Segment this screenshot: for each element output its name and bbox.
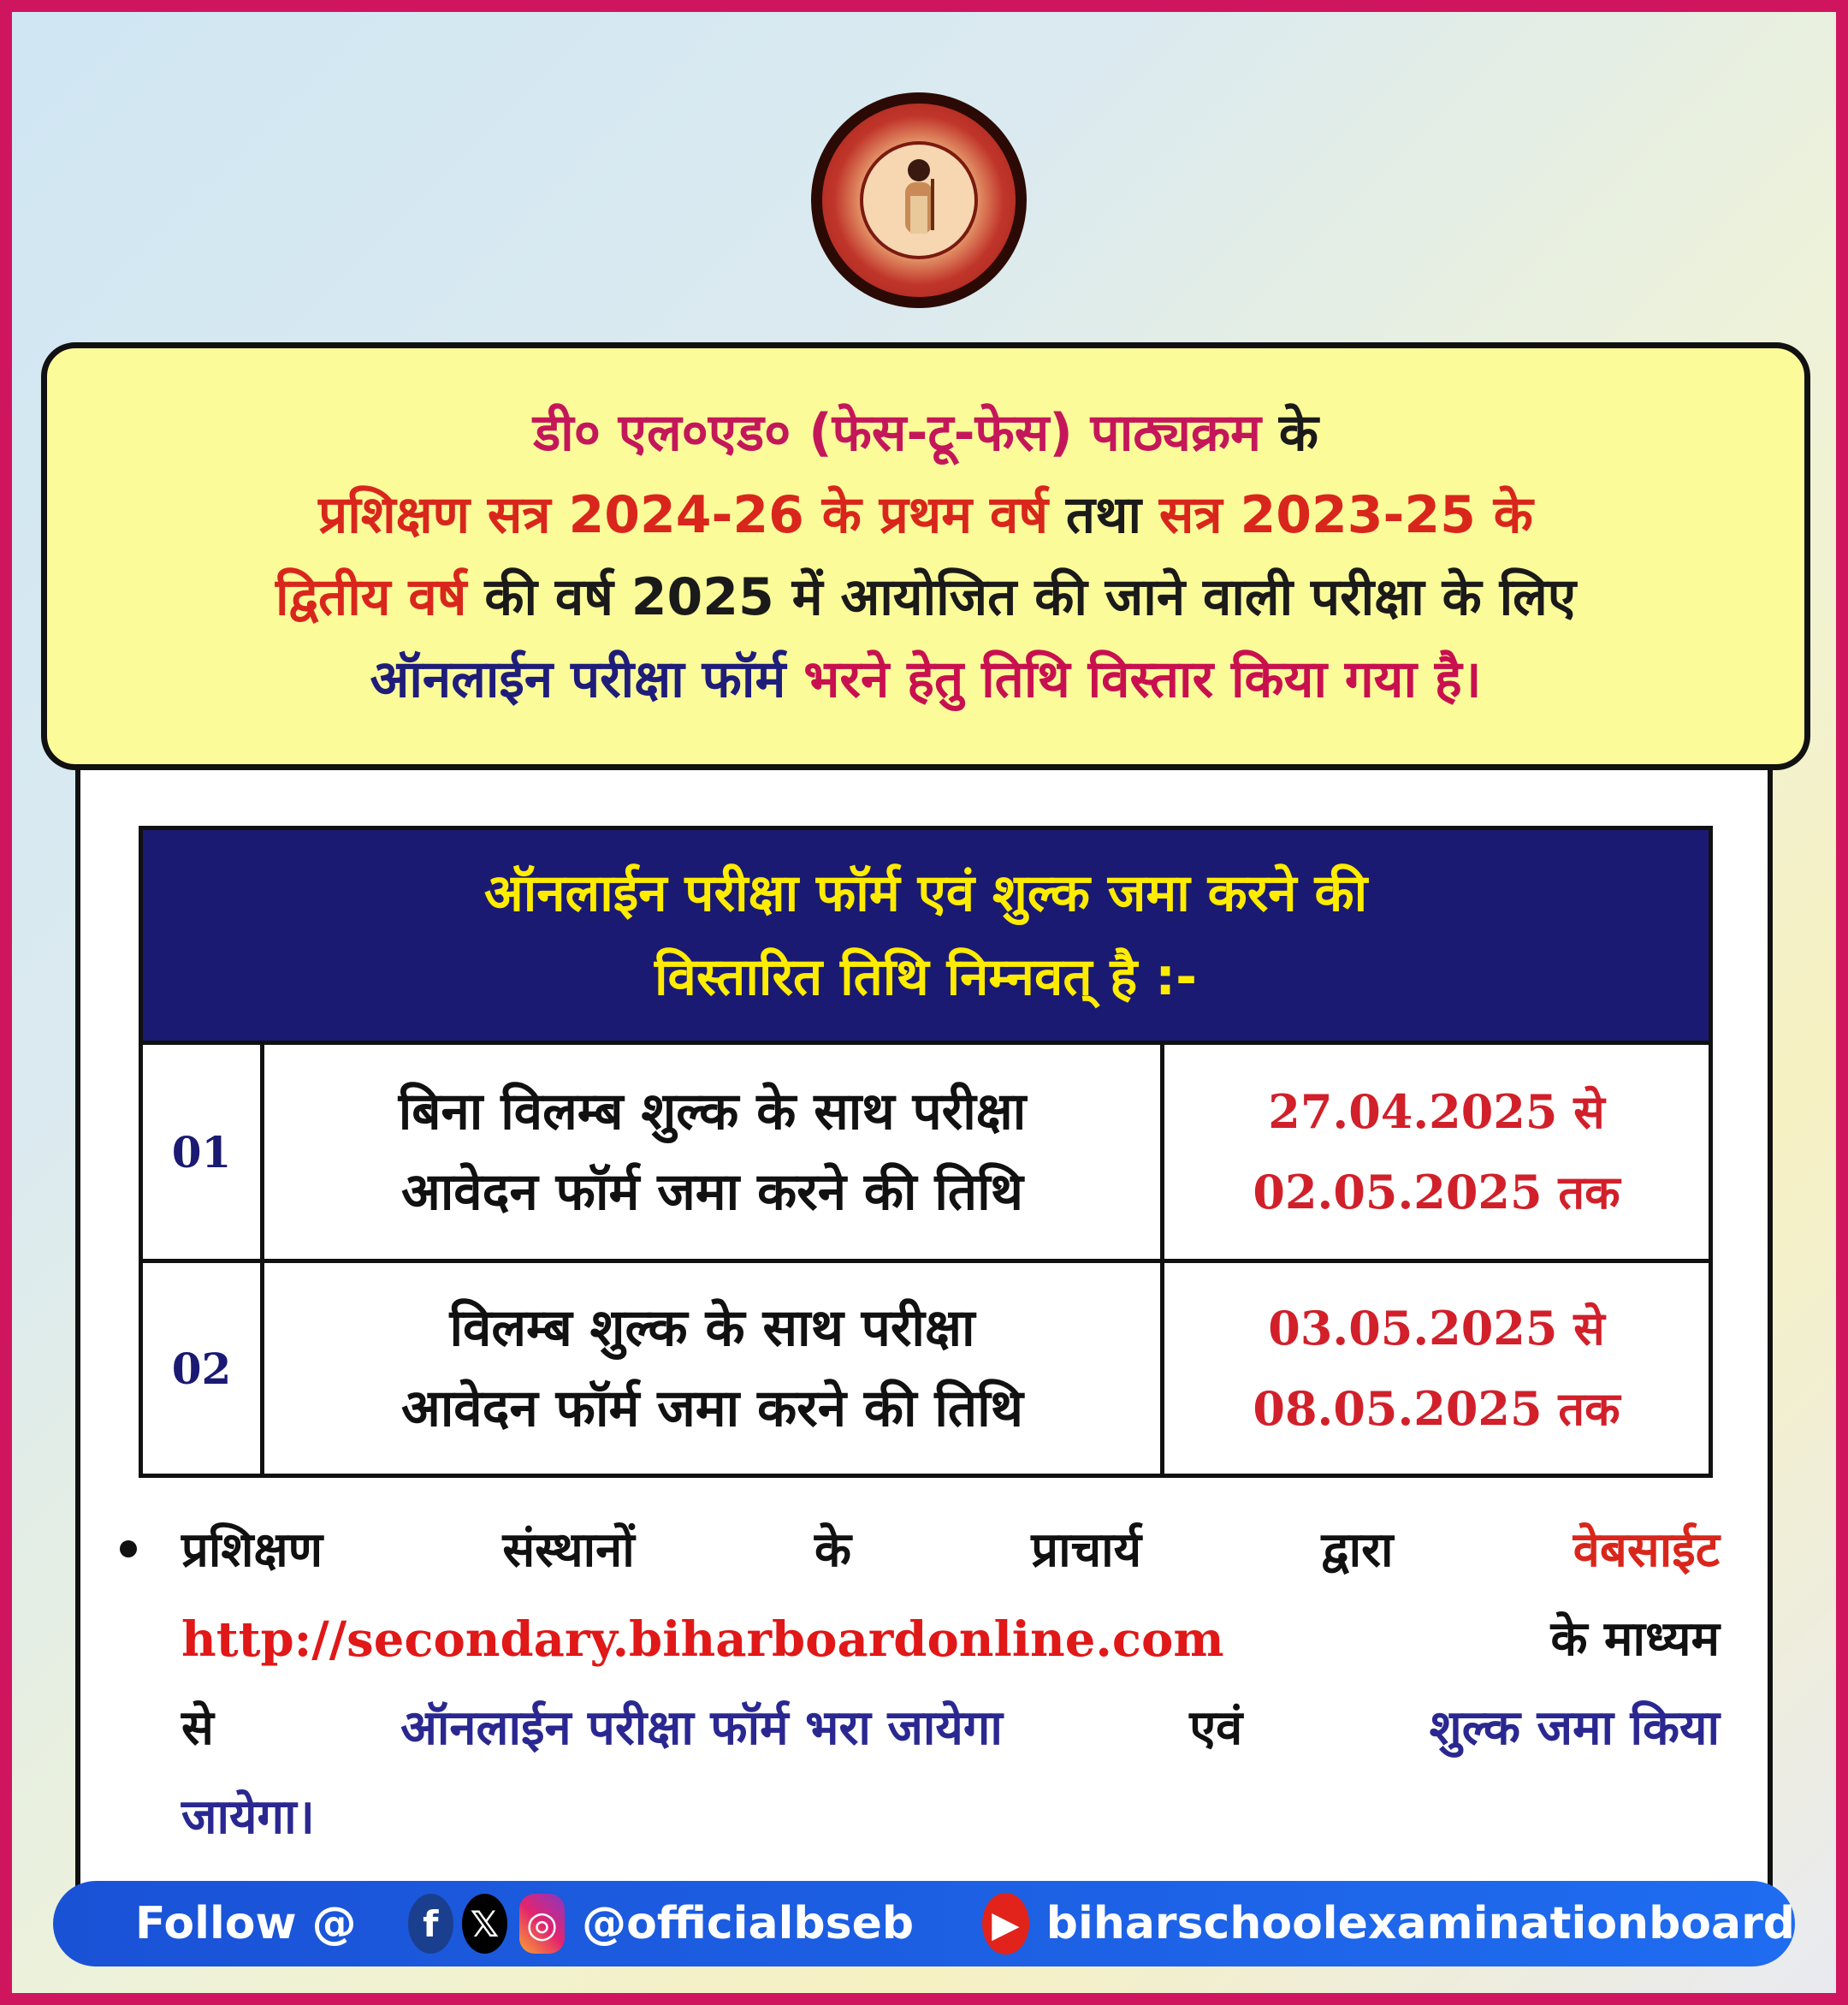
date-table	[139, 826, 1713, 1478]
bullet-icon	[120, 1540, 137, 1557]
bseb-logo	[811, 92, 1027, 308]
youtube-icon[interactable]: ▶	[982, 1893, 1029, 1955]
row-dates: 03.05.2025 से 08.05.2025 तक	[1253, 1301, 1620, 1436]
table-row	[143, 1263, 1709, 1474]
row-number: 02	[143, 1263, 264, 1474]
session-first-year: प्रशिक्षण सत्र 2024-26 के प्रथम वर्ष	[318, 485, 1049, 545]
title-line-2: प्रशिक्षण सत्र 2024-26 के प्रथम वर्ष तथा सत्र 2023-25 के	[318, 485, 1533, 545]
youtube-channel[interactable]: biharschoolexaminationboard	[1045, 1898, 1795, 1949]
row-description: बिना विलम्ब शुल्क के साथ परीक्षा आवेदन फॉर्म जमा करने की तिथि	[264, 1045, 1164, 1259]
social-footer: Follow @ f 𝕏 ◎ @officialbseb ▶ biharschoolexaminationboard	[53, 1881, 1795, 1966]
logo-emblem	[822, 104, 1016, 297]
course-name: डी० एल०एड० (फेस-टू-फेस) पाठ्यक्रम	[533, 403, 1261, 463]
title-line-4: ऑनलाईन परीक्षा फॉर्म भरने हेतु तिथि विस्तार किया गया है।	[370, 650, 1482, 709]
instagram-icon[interactable]: ◎	[519, 1894, 565, 1954]
title-line-1: डी० एल०एड० (फेस-टू-फेस) पाठ्यक्रम के	[533, 403, 1318, 463]
row-number: 01	[143, 1045, 264, 1259]
table-header: ऑनलाईन परीक्षा फॉर्म एवं शुल्क जमा करने की विस्तारित तिथि निम्नवत् है :-	[143, 830, 1709, 1045]
session-second-year: सत्र 2023-25 के	[1158, 485, 1533, 545]
title-line-3: द्वितीय वर्ष की वर्ष 2025 में आयोजित की जाने वाली परीक्षा के लिए	[275, 567, 1577, 627]
notice-bullet	[120, 1506, 1720, 1862]
announcement-title	[41, 342, 1810, 770]
facebook-icon[interactable]: f	[408, 1894, 453, 1954]
row-dates: 27.04.2025 से 02.05.2025 तक	[1253, 1084, 1620, 1219]
notice-text: प्रशिक्षण संस्थानों के प्राचार्य द्वारा वेबसाईट http://secondary.biharboardonline.com के माध्यम से ऑनलाईन परीक्षा फॉर्म भरा जायेगा एवं शुल्क जमा किया जायेगा।	[181, 1522, 1720, 1845]
row-description: विलम्ब शुल्क के साथ परीक्षा आवेदन फॉर्म जमा करने की तिथि	[264, 1263, 1164, 1474]
website-link[interactable]: http://secondary.biharboardonline.com	[181, 1611, 1224, 1668]
social-handle[interactable]: @officialbseb	[582, 1898, 915, 1949]
logo-figure	[860, 141, 978, 259]
table-row	[143, 1045, 1709, 1263]
x-icon[interactable]: 𝕏	[462, 1894, 507, 1954]
